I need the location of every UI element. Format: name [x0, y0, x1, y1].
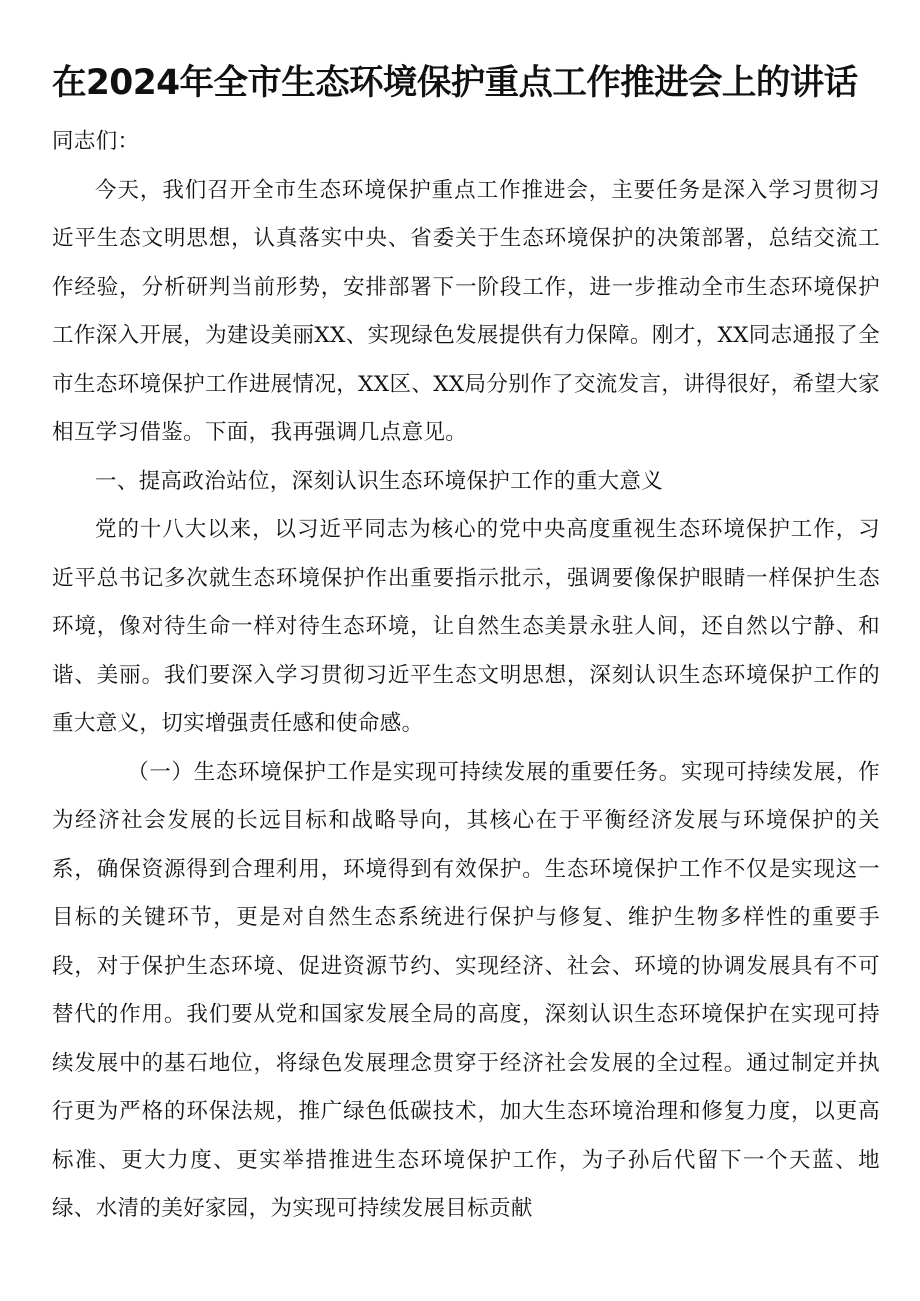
document-title: 在2024年全市生态环境保护重点工作推进会上的讲话: [52, 63, 858, 103]
document-body: [52, 118, 880, 1234]
paragraph-section-1: 党的十八大以来，以习近平同志为核心的党中央高度重视生态环境保护工作，习近平总书记多次就生态环境保护作出重要指示批示，强调要像保护眼睛一样保护生态环境，像对待生命一样对待生态环境，让自然生态美景永驻人间，还自然以宁静、和谐、美丽。我们要深入学习贯彻习近平生态文明思想，深刻认识生态环境保护工作的重大意义，切实增强责任感和使命感。: [52, 517, 880, 736]
paragraph-intro: 今天，我们召开全市生态环境保护重点工作推进会，主要任务是深入学习贯彻习近平生态文明思想，认真落实中央、省委关于生态环境保护的决策部署，总结交流工作经验，分析研判当前形势，安排部署下一阶段工作，进一步推动全市生态环境保护工作深入开展，为建设美丽XX、实现绿色发展提供有力保障。刚才，XX同志通报了全市生态环境保护工作进展情况，XX区、XX局分别作了交流发言，讲得很好，希望大家相互学习借鉴。下面，我再强调几点意见。: [52, 177, 880, 445]
subsection-paragraph-1: （一）生态环境保护工作是实现可持续发展的重要任务。实现可持续发展，作为经济社会发展的长远目标和战略导向，其核心在于平衡经济发展与环境保护的关系，确保资源得到合理利用，环境得到有效保护。生态环境保护工作不仅是实现这一目标的关键环节，更是对自然生态系统进行保护与修复、维护生物多样性的重要手段，对于保护生态环境、促进资源节约、实现经济、社会、环境的协调发展具有不可替代的作用。我们要从党和国家发展全局的高度，深刻认识生态环境保护在实现可持续发展中的基石地位，将绿色发展理念贯穿于经济社会发展的全过程。通过制定并执行更为严格的环保法规，推广绿色低碳技术，加大生态环境治理和修复力度，以更高标准、更大力度、更实举措推进生态环境保护工作，为子孙后代留下一个天蓝、地绿、水清的美好家园，为实现可持续发展目标贡献: [52, 759, 880, 1221]
section-heading-1: 一、提高政治站位，深刻认识生态环境保护工作的重大意义: [95, 468, 664, 494]
salutation: 同志们：: [52, 129, 140, 154]
